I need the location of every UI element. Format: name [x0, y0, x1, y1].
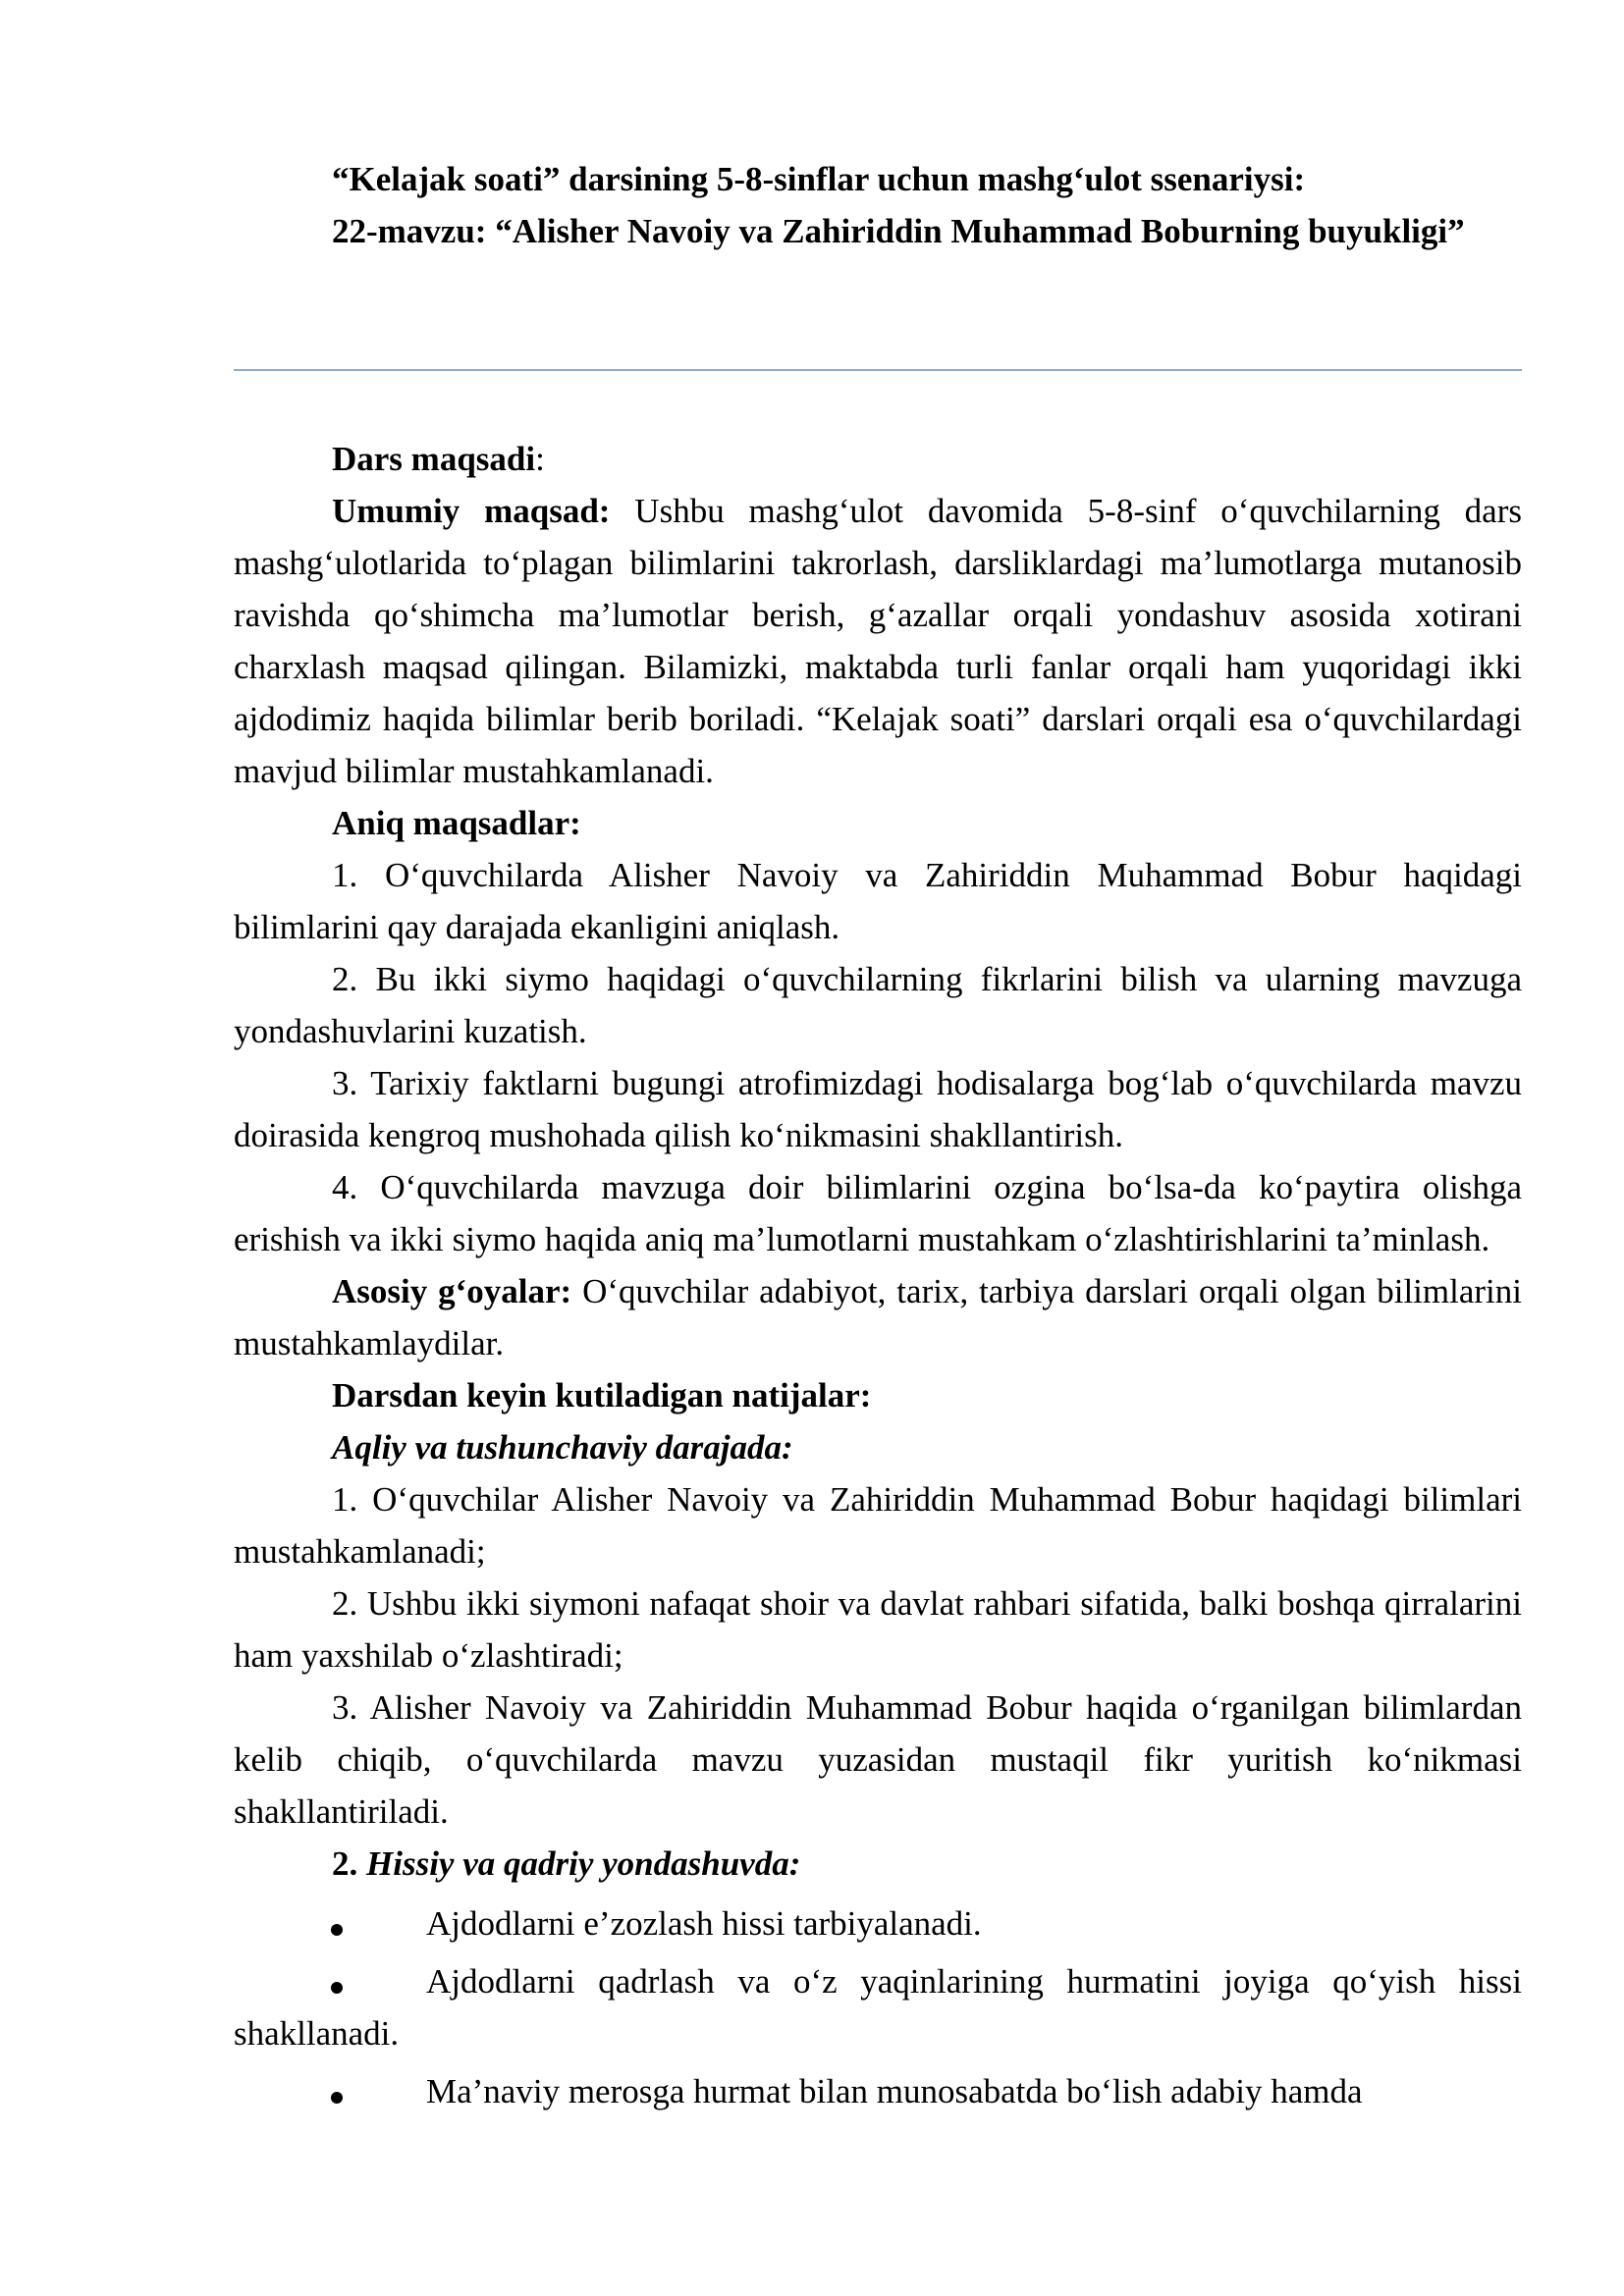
- aqliy-item-3: 3. Alisher Navoiy va Zahiriddin Muhammad Bobur haqida o‘rganilgan bilimlardan kelib chiqib, o‘quvchilarda mavzu yuzasidan mustaqil fikr yuritish ko‘nikmasi shakllantiriladi.: [234, 1688, 1522, 1831]
- aniq-maqsad-item-3: 3. Tarixiy faktlarni bugungi atrofimizdagi hodisalarga bog‘lab o‘quvchilarda mavzu doirasida kengroq mushohada qilish ko‘nikmasini shakllantirish.: [234, 1064, 1522, 1154]
- asosiy-goyalar-text: O‘quvchilar adabiyot, tarix, tarbiya darslari orqali olgan bilimlarini mustahkamlaydilar.: [234, 1272, 1522, 1362]
- umumiy-maqsad-text: Ushbu mashg‘ulot davomida 5-8-sinf o‘quvchilarning dars mashg‘ulotlarida to‘plagan bilimlarini takrorlash, darsliklardagi ma’lumotlarga mutanosib ravishda qo‘shimcha ma’lumotlar berish, g‘azallar orqali yondashuv asosida xotirani charxlash maqsad qilingan. Bilamizki, maktabda turli fanlar orqali ham yuqoridagi ikki ajdodimiz haqida bilimlar berib boriladi. “Kelajak soati” darslari orqali esa o‘quvchilardagi mavjud bilimlar mustahkamlanadi.: [234, 492, 1522, 790]
- hissiy-label: Hissiy va qadriy yondashuvda:: [357, 1844, 801, 1883]
- aqliy-heading: Aqliy va tushunchaviy darajada:: [332, 1428, 793, 1467]
- hissiy-bullet-text-3: Ma’naviy merosga hurmat bilan munosabatda bo‘lish adabiy hamda: [426, 2072, 1363, 2110]
- dars-maqsadi-heading: [234, 433, 1522, 485]
- natijalar-heading: Darsdan keyin kutiladigan natijalar:: [332, 1376, 872, 1415]
- section-divider: [234, 369, 1522, 371]
- asosiy-goyalar-paragraph: [234, 1265, 1522, 1369]
- umumiy-maqsad-paragraph: [234, 485, 1522, 797]
- asosiy-goyalar-label: Asosiy g‘oyalar:: [332, 1272, 572, 1310]
- hissiy-bullet-item-2: [234, 1955, 1522, 2059]
- hissiy-bullet-text-1: Ajdodlarni e’zozlash hissi tarbiyalanadi.: [426, 1904, 982, 1943]
- dars-maqsadi-colon: :: [535, 440, 545, 478]
- hissiy-bullet-text-2: Ajdodlarni qadrlash va o‘z yaqinlarining hurmatini joyiga qo‘yish hissi shakllanadi.: [234, 1962, 1522, 2053]
- hissiy-number: 2.: [332, 1844, 358, 1883]
- aniq-maqsad-item-2: 2. Bu ikki siymo haqidagi o‘quvchilarning fikrlarini bilish va ularning mavzuga yondashuvlarini kuzatish.: [234, 960, 1522, 1050]
- aniq-maqsadlar-heading: Aniq maqsadlar:: [332, 804, 581, 842]
- aniq-maqsad-item-1: 1. O‘quvchilarda Alisher Navoiy va Zahiriddin Muhammad Bobur haqidagi bilimlarini qay darajada ekanligini aniqlash.: [234, 856, 1522, 946]
- hissiy-heading: [234, 1838, 1522, 1890]
- aniq-maqsad-item-4: 4. O‘quvchilarda mavzuga doir bilimlarini ozgina bo‘lsa-da ko‘paytira olishga erishish va ikki siymo haqida aniq ma’lumotlarni mustahkam o‘zlashtirishlarini ta’minlash.: [234, 1168, 1522, 1258]
- document-heading-line-1: “Kelajak soati” darsining 5-8-sinflar uchun mashg‘ulot ssenariysi:: [332, 160, 1306, 198]
- hissiy-bullet-item-3: [234, 2065, 1522, 2117]
- umumiy-maqsad-label: Umumiy maqsad:: [332, 492, 611, 530]
- dars-maqsadi-label: Dars maqsadi: [332, 440, 536, 478]
- aqliy-item-1: 1. O‘quvchilar Alisher Navoiy va Zahiriddin Muhammad Bobur haqidagi bilimlari mustahkamlanadi;: [234, 1480, 1522, 1571]
- document-page: [234, 153, 1522, 2117]
- hissiy-bullet-list: [234, 1897, 1522, 2117]
- aqliy-item-2: 2. Ushbu ikki siymoni nafaqat shoir va davlat rahbari sifatida, balki boshqa qirralarini ham yaxshilab o‘zlashtiradi;: [234, 1584, 1522, 1675]
- hissiy-bullet-item-1: [234, 1897, 1522, 1949]
- document-heading-line-2: 22-mavzu: “Alisher Navoiy va Zahiriddin Muhammad Boburning buyukligi”: [332, 212, 1465, 250]
